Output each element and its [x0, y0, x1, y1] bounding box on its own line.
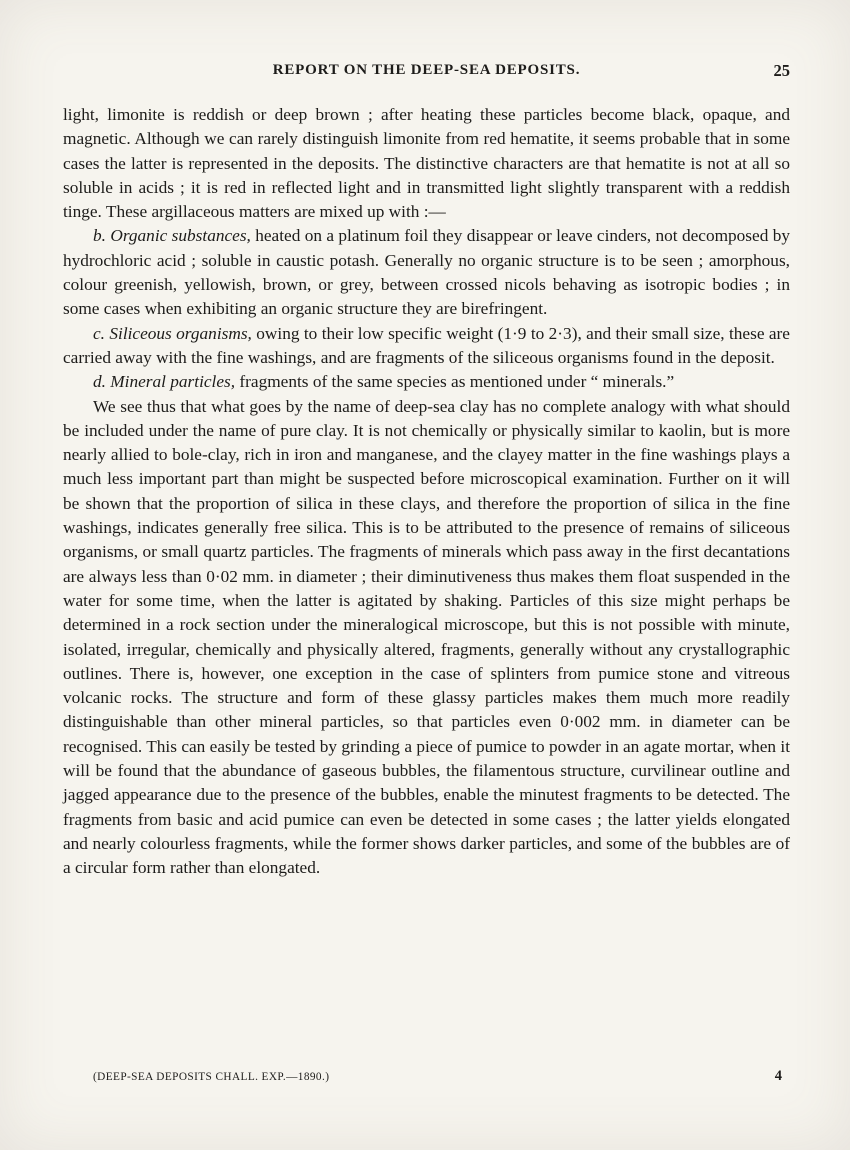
page-header-title: REPORT ON THE DEEP-SEA DEPOSITS. — [272, 62, 581, 78]
paragraph-lead-italic: c. Siliceous organisms, — [93, 323, 252, 343]
paragraph-lead-italic: b. Organic substances, — [93, 226, 251, 246]
paragraph-text: heated on a platinum foil they disappear or leave cinders, not decomposed by hydrochloric acid ; soluble in caustic potash. Generally no organic structure is to be seen ; amorphous, colour greenish, yellowish, brown, or grey, between crossed nicols behaving as isotropic bodies ; in some cases when exhibiting an organic structure they are birefringent. — [63, 226, 790, 319]
paragraph-siliceous-organisms — [63, 322, 790, 371]
paragraph-mineral-particles — [63, 370, 790, 394]
paragraph-lead-italic: d. Mineral particles, — [93, 372, 236, 392]
footer-signature: (DEEP-SEA DEPOSITS CHALL. EXP.—1890.) — [93, 1071, 330, 1083]
paragraph-text: owing to their low specific weight (1·9 to 2·3), and their small size, these are carried away with the fine washings, and are fragments of the siliceous organisms found in the deposit. — [63, 323, 790, 367]
paragraph-text: fragments of the same species as mentioned under “ minerals.” — [235, 372, 675, 392]
paragraph-organic-substances — [63, 224, 790, 321]
footer-sheet-number: 4 — [774, 1068, 782, 1084]
page-number: 25 — [773, 61, 790, 80]
page-body — [63, 103, 790, 881]
paragraph-limonite — [63, 103, 790, 224]
paragraph-text: We see thus that what goes by the name of deep-sea clay has no complete analogy with what should be included under the name of pure clay. It is not chemically or physically similar to kaolin, but is more nearly allied to bole-clay, rich in iron and manganese, and the clayey matter in the fine washings plays a much less important part than might be suspected before microscopical examination. Further on it will be shown that the proportion of silica in these clays, and therefore the proportion of silica in the fine washings, indicates generally free silica. This is to be attributed to the presence of remains of siliceous organisms, or small quartz particles. The fragments of minerals which pass away in the first decantations are always less than 0·02 mm. in diameter ; their diminutiveness thus makes them float suspended in the water for some time, when the latter is agitated by shaking. Particles of this size might perhaps be determined in a rock section under the mineralogical microscope, but this is not possible with minute, isolated, irregular, chemically and physically altered, fragments, generally without any crystallographic outlines. There is, however, one exception in the case of splinters from pumice stone and vitreous volcanic rocks. The structure and form of these glassy particles makes them much more readily distinguishable than other mineral particles, so that particles even 0·002 mm. in diameter can be recognised. This can easily be tested by grinding a piece of pumice to powder in an agate mortar, when it will be found that the abundance of gaseous bubbles, the filamentous structure, curvilinear outline and jagged appearance due to the presence of the bubbles, enable the minutest fragments to be detected. The fragments from basic and acid pumice can even be detected in some cases ; the latter yields elongated and nearly colourless fragments, while the former shows darker particles, and some of the bubbles are of a circular form rather than elongated. — [63, 396, 790, 878]
page-footer — [63, 1068, 790, 1088]
paragraph-text: light, limonite is reddish or deep brown ; after heating these particles become black, opaque, and magnetic. Although we can rarely distinguish limonite from red hematite, it seems probable that in some cases the latter is represented in the deposits. The distinctive characters are that hematite is not at all so soluble in acids ; it is red in reflected light and in transmitted light slightly transparent with a reddish tinge. These argillaceous matters are mixed up with :— — [63, 105, 790, 222]
paragraph-deep-sea-clay — [63, 395, 790, 881]
running-header — [63, 62, 790, 82]
